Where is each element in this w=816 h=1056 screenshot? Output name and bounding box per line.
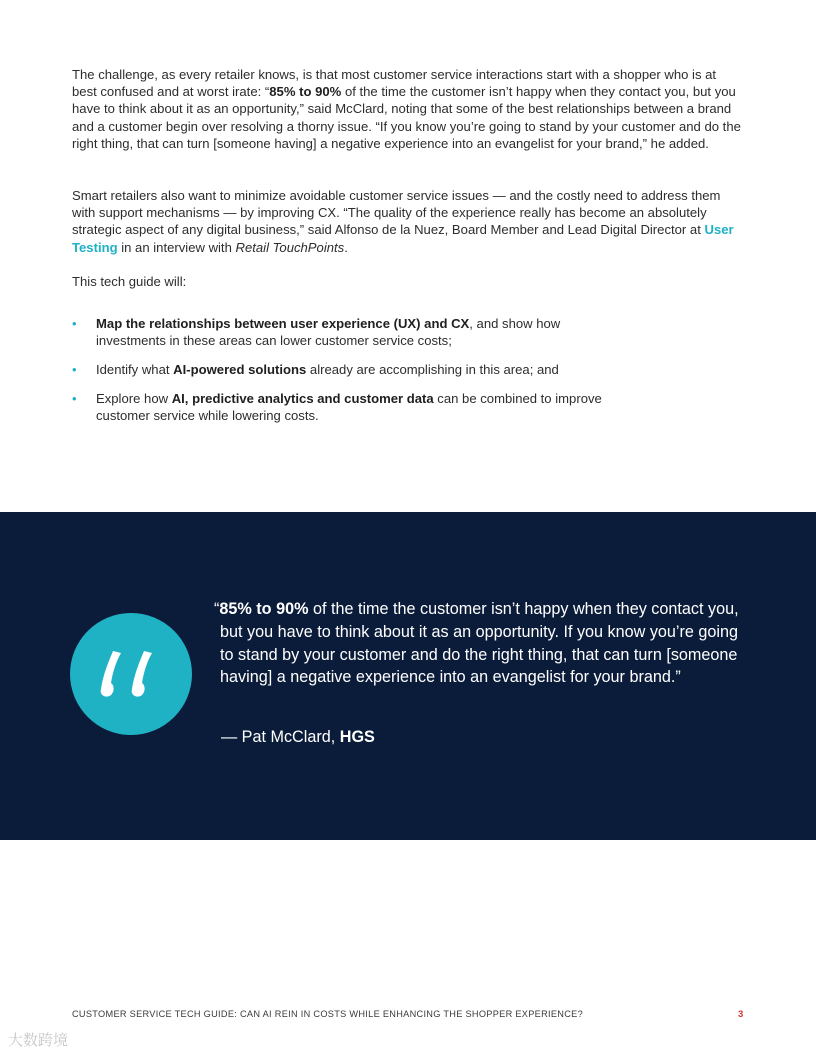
bullet-text: can be combined to improve customer service while lowering costs. <box>96 390 602 423</box>
quote-stat-bold: 85% to 90% <box>219 600 309 618</box>
quote-open-mark: “ <box>214 600 220 618</box>
user-testing-link[interactable]: User Testing <box>72 222 734 255</box>
attribution-name: — Pat McClard, <box>221 728 340 746</box>
intro-text-1: The challenge, as every retailer knows, is that most customer service interactions start with a shopper who is at best confused and at worst irate: “ <box>72 67 717 100</box>
bullet-icon: • <box>72 361 77 377</box>
smart-text-1: Smart retailers also want to minimize avoidable customer service issues — and the costly need to address them with support mechanisms — by improving CX. “The quality of the experience really has become an absolutely strategic aspect of any digital business,” said Alfonso de la Nuez, Board Member and Lead Digital Director at <box>72 188 721 238</box>
bullet-text: , and show how investments in these areas can lower customer service costs; <box>96 316 561 349</box>
watermark: 大数跨境 <box>8 1032 69 1049</box>
smart-publication: Retail TouchPoints <box>235 239 345 255</box>
page-number: 3 <box>738 1009 744 1020</box>
bullet-icon: • <box>72 390 77 406</box>
pull-quote-text <box>214 598 754 689</box>
quote-mark-icon <box>70 613 192 735</box>
guide-intro: This tech guide will: <box>72 274 187 289</box>
smart-text-2: in an interview with <box>117 239 236 255</box>
list-item <box>72 361 632 378</box>
bullet-bold: Map the relationships between user experience (UX) and CX <box>96 316 470 331</box>
bullet-bold: AI, predictive analytics and customer data <box>171 390 434 406</box>
quote-body: of the time the customer isn’t happy when they contact you, but you have to think about it as an opportunity. If you know you’re going to stand by your customer and do the right thing, that can turn [someone having] a negative experience into an evangelist for your brand.” <box>220 600 739 687</box>
bullet-icon: • <box>72 316 77 331</box>
list-item <box>72 390 632 424</box>
attribution-company: HGS <box>339 728 375 746</box>
bullet-pre: Explore how <box>96 390 172 406</box>
smart-retailers-paragraph <box>72 187 744 256</box>
footer-title: CUSTOMER SERVICE TECH GUIDE: CAN AI REIN IN COSTS WHILE ENHANCING THE SHOPPER EXPERIENCE? <box>72 1009 584 1019</box>
intro-text-2: of the time the customer isn’t happy when they contact you, but you have to think about it as an opportunity,” said McClard, noting that some of the best relationships between a brand and a customer begin over resolving a thorny issue. “If you know you’re going to stand by your customer and do the right thing, that can turn [someone having] a negative experience into an evangelist for your brand,” he added. <box>72 84 741 151</box>
quote-attribution <box>221 726 375 748</box>
intro-stat-bold: 85% to 90% <box>269 84 342 100</box>
bullet-bold: AI-powered solutions <box>173 361 307 377</box>
smart-text-3: . <box>344 239 348 255</box>
pull-quote-band <box>0 512 816 840</box>
list-item <box>72 315 632 349</box>
bullet-pre: Identify what <box>96 361 174 377</box>
bullet-text: already are accomplishing in this area; and <box>306 361 559 377</box>
intro-paragraph <box>72 66 744 152</box>
guide-bullet-list <box>72 315 632 436</box>
